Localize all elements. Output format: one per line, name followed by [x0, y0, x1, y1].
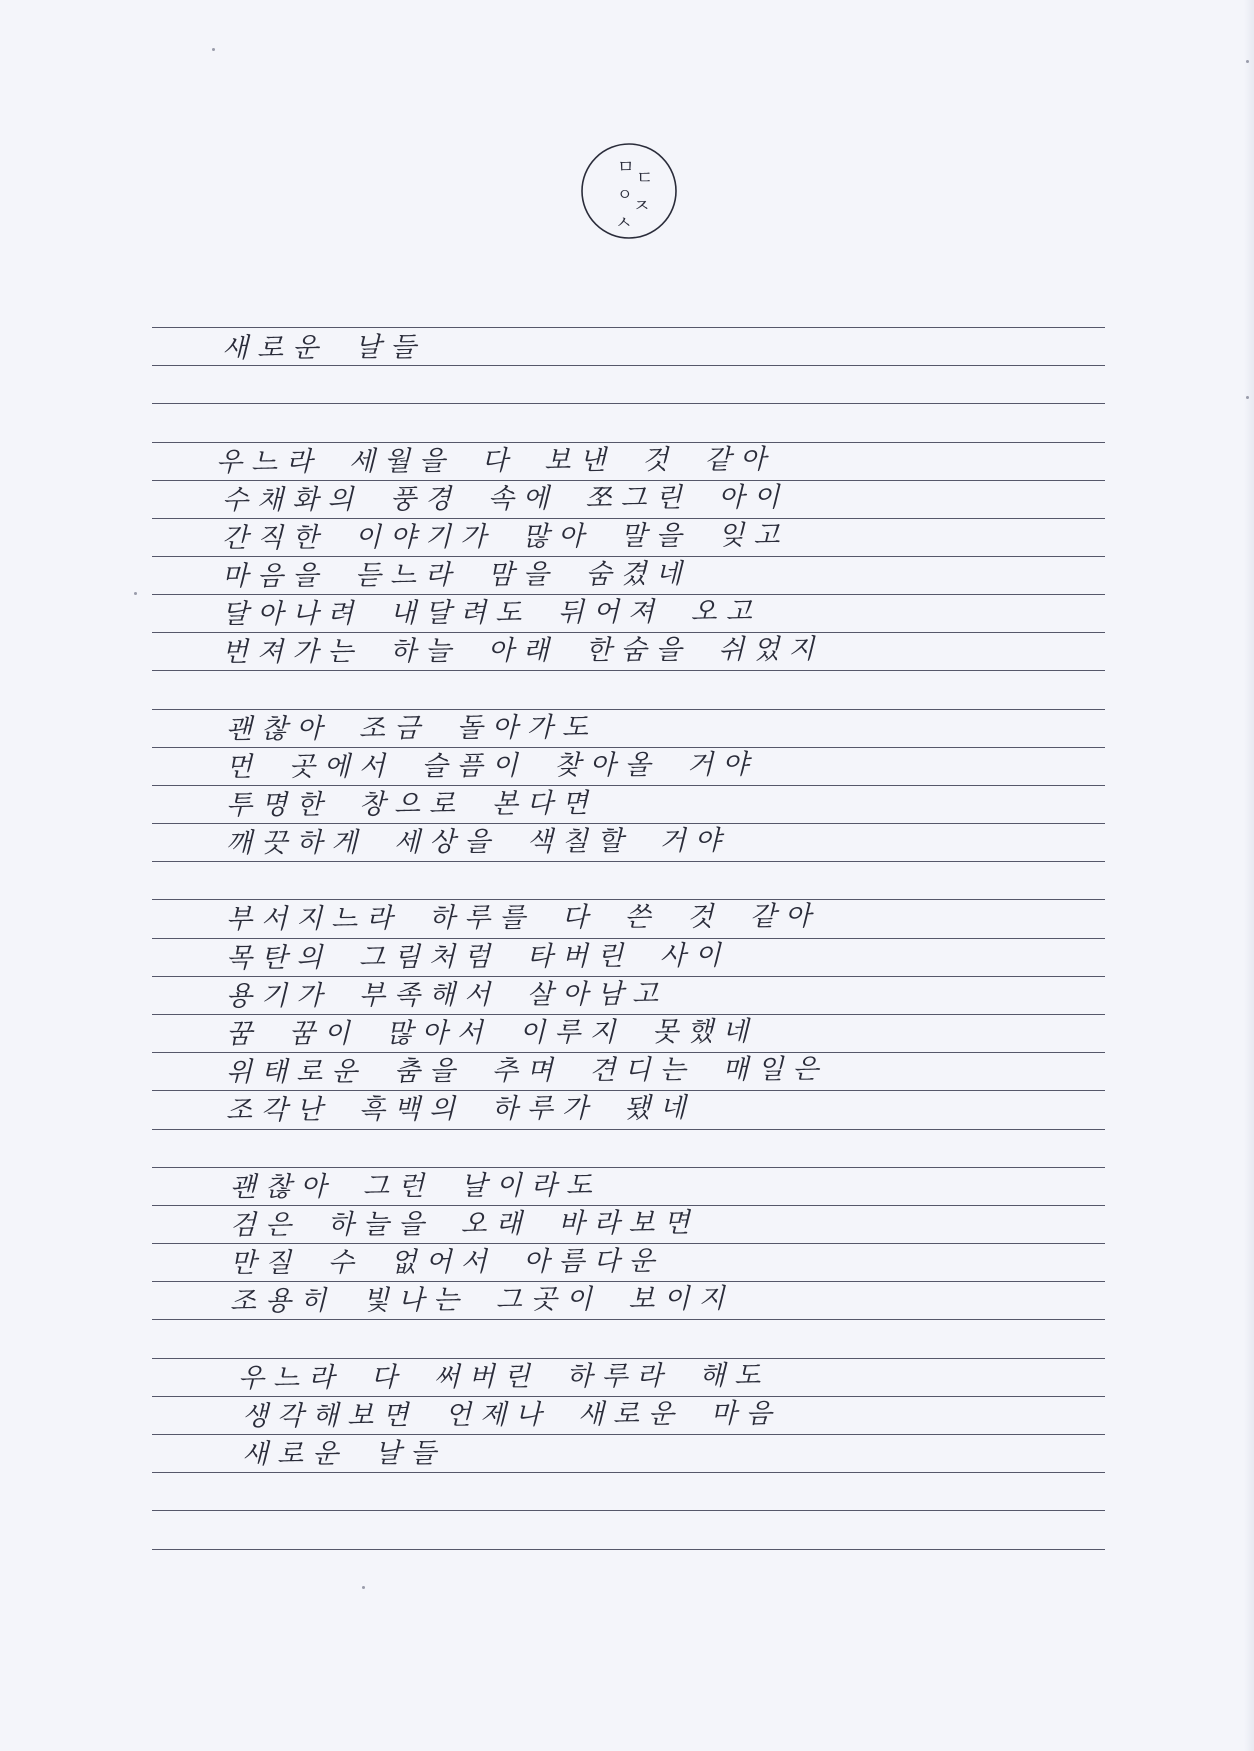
rule-line — [152, 899, 1105, 900]
chorus2-line-2: 검은 하늘을 오래 바라보면 — [229, 1207, 699, 1241]
rule-line — [152, 556, 1105, 557]
rule-line — [152, 1090, 1105, 1091]
seal-letter-4: ㅈ — [633, 196, 651, 217]
rule-line — [152, 518, 1105, 519]
verse1-line-3: 간직한 이야기가 많아 말을 잊고 — [221, 520, 789, 554]
verse1-line-1: 우느라 세월을 다 보낸 것 같아 — [215, 444, 775, 478]
rule-line — [152, 480, 1105, 481]
rule-line — [152, 709, 1105, 710]
rule-line — [152, 670, 1105, 671]
rule-line — [152, 1319, 1105, 1320]
rule-line — [152, 1396, 1105, 1397]
seal-letter-3: ㅇ — [617, 185, 633, 204]
verse1-line-4: 마음을 듣느라 맘을 숨겼네 — [221, 558, 691, 592]
seal-letter-2: ㄷ — [636, 168, 654, 189]
rule-line — [152, 861, 1105, 862]
rule-line — [152, 747, 1105, 748]
rule-line — [152, 1358, 1105, 1359]
rule-line — [152, 938, 1105, 939]
verse2-line-1: 부서지느라 하루를 다 쓴 것 같아 — [225, 900, 821, 935]
rule-line — [152, 1281, 1105, 1282]
paper-speck — [212, 48, 215, 51]
rule-line — [152, 785, 1105, 786]
paper-speck — [1246, 60, 1249, 63]
rule-line — [152, 1472, 1105, 1473]
rule-line — [152, 1510, 1105, 1511]
verse2-line-2: 목탄의 그림처럼 타버린 사이 — [225, 940, 730, 974]
rule-line — [152, 823, 1105, 824]
chorus2-line-3: 만질 수 없어서 아름다운 — [229, 1245, 664, 1279]
rule-line — [152, 632, 1105, 633]
chorus2-line-4: 조용히 빛나는 그곳이 보이지 — [229, 1283, 734, 1317]
rule-line — [152, 1243, 1105, 1244]
chorus1-line-1: 괜찮아 조금 돌아가도 — [225, 712, 597, 745]
outro-line-3: 새로운 날들 — [241, 1437, 446, 1470]
chorus1-line-2: 먼 곳에서 슬픔이 찾아올 거야 — [225, 749, 758, 783]
rule-line — [152, 327, 1105, 328]
rule-line — [152, 976, 1105, 977]
verse1-line-2: 수채화의 풍경 속에 쪼그린 아이 — [221, 482, 789, 516]
rule-line — [152, 1014, 1105, 1015]
paper-speck — [362, 1586, 365, 1589]
verse2-line-3: 용기가 부족해서 살아남고 — [225, 978, 668, 1012]
chorus1-line-4: 깨끗하게 세상을 색칠할 거야 — [225, 825, 730, 859]
rule-line — [152, 1052, 1105, 1053]
verse1-line-5: 달아나려 내달려도 뒤어져 오고 — [221, 596, 761, 630]
outro-line-1: 우느라 다 써버린 하루라 해도 — [237, 1360, 770, 1394]
rule-line — [152, 594, 1105, 595]
verse2-line-6: 조각난 흑백의 하루가 됐네 — [225, 1092, 695, 1126]
verse2-line-5: 위태로운 춤을 추며 견디는 매일은 — [225, 1053, 828, 1088]
outro-line-2: 생각해보면 언제나 새로운 마음 — [241, 1398, 781, 1432]
rule-line — [152, 1549, 1105, 1550]
paper-speck — [134, 592, 137, 595]
rule-line — [152, 1434, 1105, 1435]
chorus1-line-3: 투명한 창으로 본다면 — [225, 788, 597, 821]
rule-line — [152, 1129, 1105, 1130]
song-title: 새로운 날들 — [221, 331, 426, 364]
paper-speck — [1246, 396, 1249, 399]
seal-letter-5: ㅅ — [615, 213, 633, 234]
chorus2-line-1: 괜찮아 그런 날이라도 — [229, 1170, 601, 1203]
rule-line — [152, 403, 1105, 404]
rule-line — [152, 1205, 1105, 1206]
verse2-line-4: 꿈 꿈이 많아서 이루지 못했네 — [225, 1016, 758, 1050]
rule-line — [152, 1167, 1105, 1168]
verse1-line-6: 번져가는 하늘 아래 한숨을 쉬었지 — [221, 633, 824, 668]
seal-letter-1: ㅁ — [617, 157, 635, 178]
